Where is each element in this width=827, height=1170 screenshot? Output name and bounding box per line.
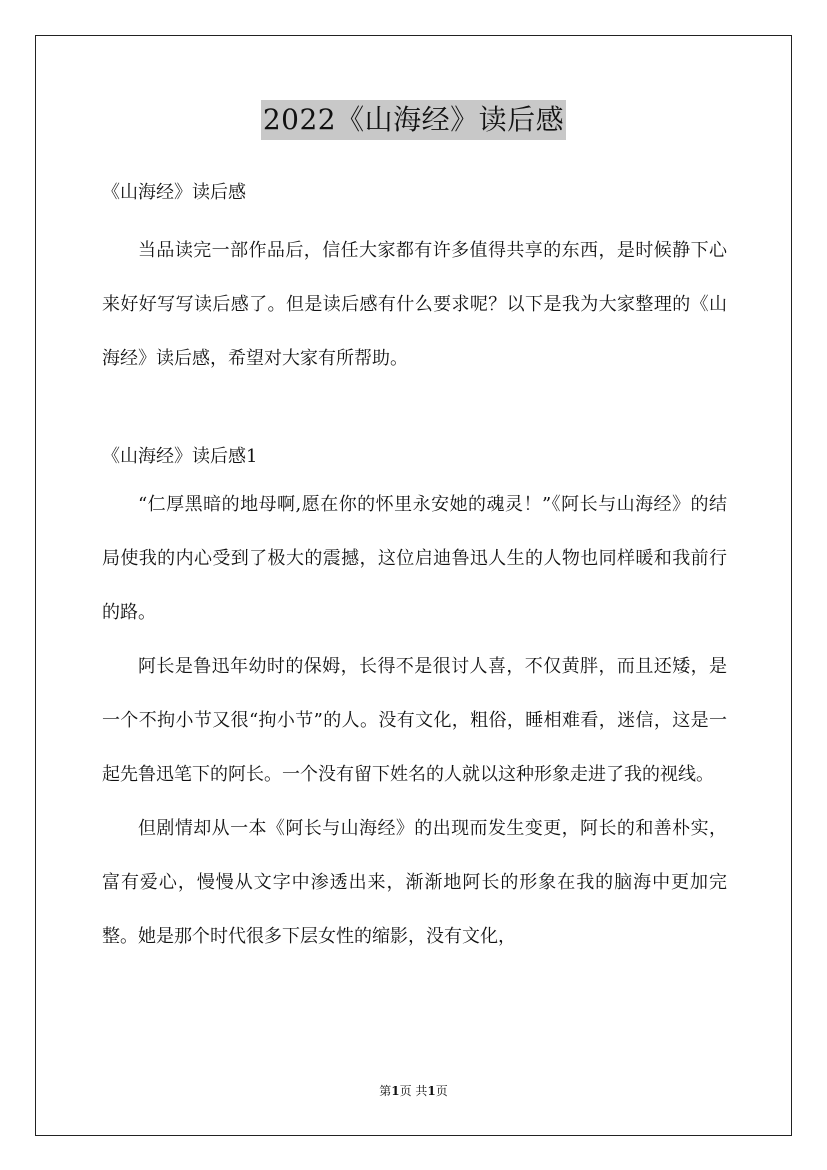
document-body	[102, 172, 727, 964]
footer-mid: 页 共	[399, 1084, 428, 1098]
body-paragraph-1: “仁厚黑暗的地母啊,愿在你的怀里永安她的魂灵！”《阿长与山海经》的结局使我的内心受到了极大的震撼，这位启迪鲁迅人生的人物也同样暖和我前行的路。	[102, 494, 727, 623]
footer-prefix: 第	[379, 1084, 392, 1098]
section-gap	[102, 386, 727, 436]
footer-total-pages: 1	[427, 1084, 436, 1098]
page-title: 2022《山海经》读后感	[261, 100, 566, 140]
section-heading: 《山海经》读后感1	[102, 446, 258, 467]
intro-paragraph: 当品读完一部作品后，信任大家都有许多值得共享的东西，是时候静下心来好好写写读后感了。但是读后感有什么要求呢？以下是我为大家整理的《山海经》读后感，希望对大家有所帮助。	[102, 240, 727, 369]
body-paragraph-2: 阿长是鲁迅年幼时的保姆，长得不是很讨人喜，不仅黄胖，而且还矮，是一个不拘小节又很“拘小节”的人。没有文化，粗俗，睡相难看，迷信，这是一起先鲁迅笔下的阿长。一个没有留下姓名的人就以这种形象走进了我的视线。	[102, 656, 727, 785]
body-paragraph-3: 但剧情却从一本《阿长与山海经》的出现而发生变更，阿长的和善朴实，富有爱心，慢慢从文字中渗透出来，渐渐地阿长的形象在我的脑海中更加完整。她是那个时代很多下层女性的缩影，没有文化，	[102, 818, 727, 947]
footer-page-number: 1	[391, 1084, 400, 1098]
footer-suffix: 页	[435, 1084, 448, 1098]
title-wrap	[0, 100, 827, 140]
page-footer	[0, 1082, 827, 1100]
intro-heading: 《山海经》读后感	[102, 182, 246, 203]
